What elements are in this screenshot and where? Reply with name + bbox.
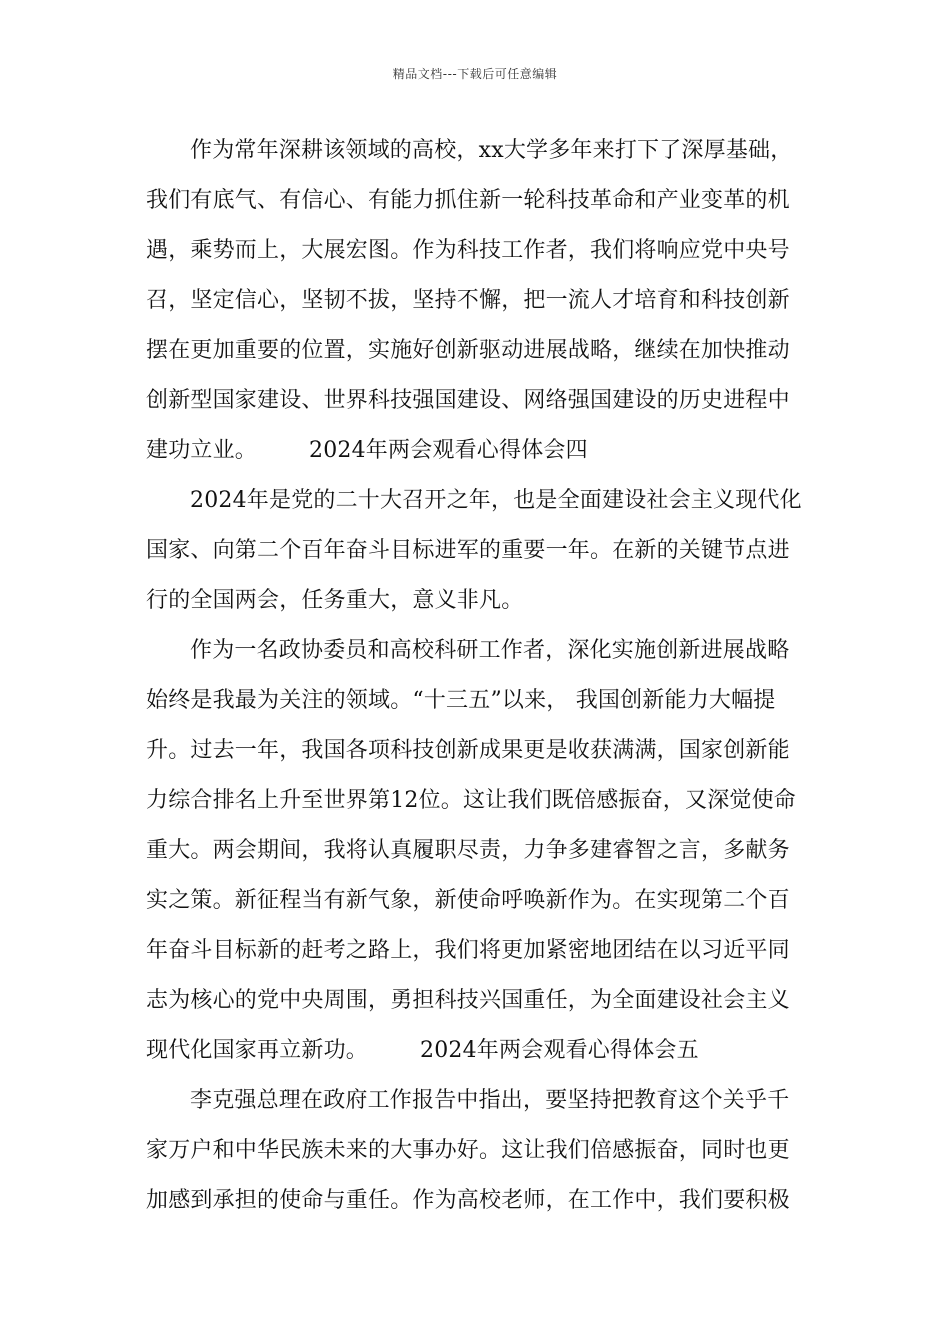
text-line: 创新型国家建设、世界科技强国建设、网络强国建设的历史进程中 (146, 388, 790, 413)
text-line: 力综合排名上升至世界第12位。这让我们既倍感振奋，又深觉使命 (146, 788, 796, 813)
text-line: 始终是我最为关注的领域。“十三五”以来， 我国创新能力大幅提 (146, 688, 776, 713)
text-line: 作为一名政协委员和高校科研工作者，深化实施创新进展战略 (190, 638, 790, 663)
text-line: 李克强总理在政府工作报告中指出，要坚持把教育这个关乎千 (190, 1088, 790, 1113)
section-heading: 2024年两会观看心得体会五 (420, 1038, 699, 1063)
section-heading: 2024年两会观看心得体会四 (309, 438, 588, 463)
text-line: 国家、向第二个百年奋斗目标进军的重要一年。在新的关键节点进 (146, 538, 790, 563)
text-line: 实之策。新征程当有新气象，新使命呼唤新作为。在实现第二个百 (146, 888, 790, 913)
text-line: 重大。两会期间，我将认真履职尽责，力争多建睿智之言，多献务 (146, 838, 790, 863)
page-header: 精品文档---下载后可任意编辑 (392, 67, 558, 81)
text-line: 召，坚定信心，坚韧不拔，坚持不懈，把一流人才培育和科技创新 (146, 288, 790, 313)
text-line: 摆在更加重要的位置，实施好创新驱动进展战略，继续在加快推动 (146, 338, 790, 363)
text-line: 家万户和中华民族未来的大事办好。这让我们倍感振奋，同时也更 (146, 1138, 790, 1163)
document-body (146, 126, 808, 1226)
text-line: 加感到承担的使命与重任。作为高校老师，在工作中，我们要积极 (146, 1188, 790, 1213)
text-segment: 建功立业。 (146, 438, 258, 463)
text-segment: 现代化国家再立新功。 (146, 1038, 369, 1063)
text-line: 2024年是党的二十大召开之年，也是全面建设社会主义现代化 (190, 488, 802, 513)
text-line: 年奋斗目标新的赶考之路上，我们将更加紧密地团结在以习近平同 (146, 938, 790, 963)
text-line: 志为核心的党中央周围，勇担科技兴国重任，为全面建设社会主义 (146, 988, 790, 1013)
text-line: 行的全国两会，任务重大，意义非凡。 (146, 588, 524, 613)
text-line: 升。过去一年，我国各项科技创新成果更是收获满满，国家创新能 (146, 738, 790, 763)
text-line-with-heading (146, 426, 808, 476)
text-line: 作为常年深耕该领域的高校，xx大学多年来打下了深厚基础， (190, 138, 793, 163)
text-line: 遇，乘势而上，大展宏图。作为科技工作者，我们将响应党中央号 (146, 238, 790, 263)
text-line: 我们有底气、有信心、有能力抓住新一轮科技革命和产业变革的机 (146, 188, 790, 213)
text-line-with-heading (146, 1026, 808, 1076)
